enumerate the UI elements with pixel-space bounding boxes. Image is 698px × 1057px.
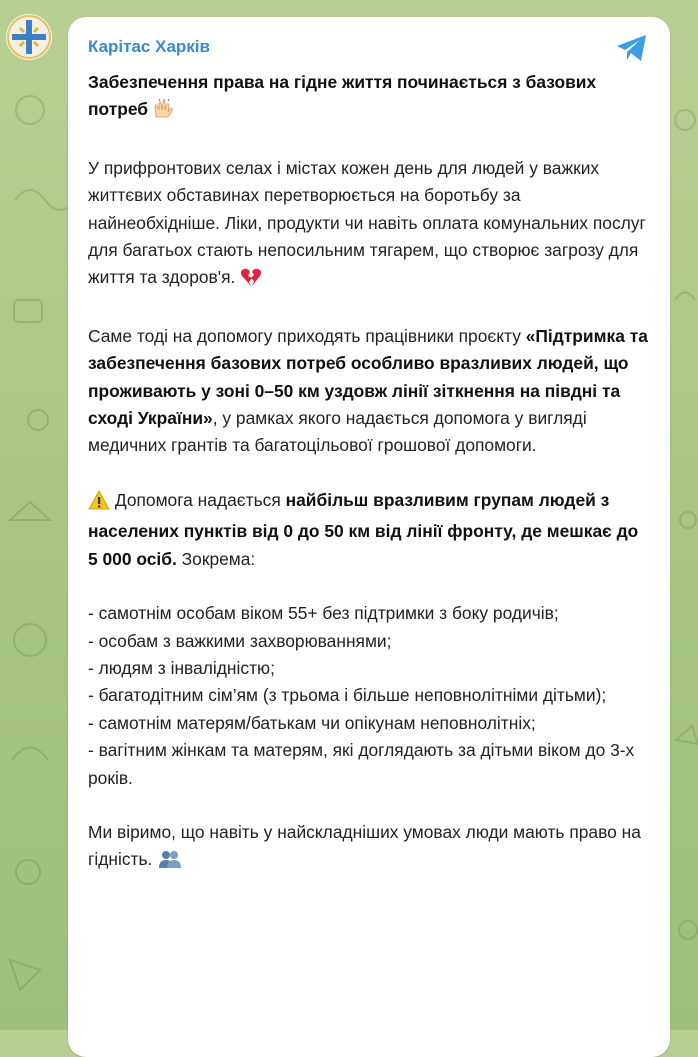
paragraph-project: Саме тоді на допомогу приходять працівники проєкту «Підтримка та забезпечення базових потреб особливо вразливих людей, що проживають у зоні 0–50 км уздовж лінії зіткнення на півдні та сході України», у рамках якого надається допомога у вигляді медичних грантів та багатоцільової грошової допомоги. [88, 325, 648, 456]
broken-heart-emoji-icon [240, 267, 262, 295]
list-item: - людям з інвалідністю; [88, 657, 275, 678]
list-item: - багатодітним сім’ям (з трьома і більше неповнолітніми дітьми); [88, 685, 607, 706]
post-headline: Забезпечення права на гідне життя починається з базових потреб [88, 69, 648, 128]
eligible-groups-list [88, 600, 648, 792]
list-item: - самотнім матерям/батькам чи опікунам неповнолітніх; [88, 712, 536, 733]
warning-emoji-icon [88, 490, 110, 518]
paragraph-closing: Ми віримо, що навіть у найскладніших умовах люди мають право на гідність. [88, 819, 648, 878]
message-text [88, 69, 648, 905]
list-item: - вагітним жінкам та матерям, які доглядають за дітьми віком до 3-х років. [88, 740, 635, 788]
raised-hands-emoji-icon [153, 99, 175, 127]
paragraph-eligibility: Допомога надається найбільш вразливим групам людей з населених пунктів від 0 до 50 км від лінії фронту, де мешкає до 5 000 осіб. Зокрема: [88, 489, 639, 569]
list-item: - самотнім особам віком 55+ без підтримки з боку родичів; [88, 603, 559, 624]
telegram-icon[interactable] [616, 33, 648, 63]
channel-avatar[interactable] [6, 14, 52, 60]
list-item: - особам з важкими захворюваннями; [88, 630, 392, 651]
channel-name[interactable]: Карітас Харків [88, 37, 210, 56]
message-bubble [68, 17, 670, 1057]
paragraph-hardship: У прифронтових селах і містах кожен день для людей у важких життєвих обставинах перетворюється на боротьбу за найнеобхідніше. Ліки, продукти чи навіть оплата комунальних послуг для багатьох стають непосильним тягарем, що створює загрозу для життя та здоров'я. [88, 155, 648, 296]
caritas-logo-icon [6, 14, 52, 60]
people-emoji-icon [157, 849, 183, 877]
